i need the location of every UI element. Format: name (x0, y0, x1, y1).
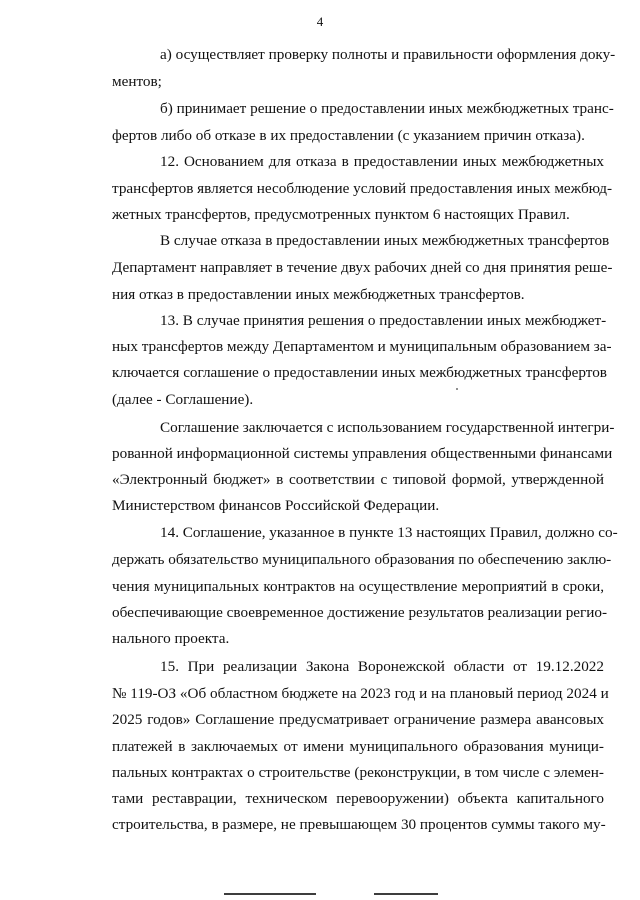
paragraph-line: б) принимает решение о предоставлении иных межбюджетных транс- (160, 100, 614, 117)
scan-mark (224, 893, 316, 895)
paragraph-line: 14. Соглашение, указанное в пункте 13 настоящих Правил, должно со- (160, 524, 618, 541)
page-number: 4 (316, 14, 324, 29)
paragraph-line: ключается соглашение о предоставлении иных межбюджетных трансфертов (112, 364, 607, 381)
paragraph-line: строительства, в размере, не превышающем 30 процентов суммы такого му- (112, 816, 606, 833)
paragraph-line: «Электронный бюджет» в соответствии с типовой формой, утвержденной (112, 471, 604, 488)
paragraph-line: 13. В случае принятия решения о предоставлении иных межбюджет- (160, 312, 607, 329)
paragraph-line: (далее - Соглашение). (112, 391, 254, 408)
paragraph-line: Министерством финансов Российской Федерации. (112, 497, 440, 514)
paragraph-line: Департамент направляет в течение двух рабочих дней со дня принятия реше- (112, 259, 613, 276)
paragraph-line: 15. При реализации Закона Воронежской области от 19.12.2022 (160, 658, 604, 675)
scan-speck (456, 388, 458, 390)
paragraph-line: ния отказ в предоставлении иных межбюджетных трансфертов. (112, 286, 525, 303)
paragraph-line: трансфертов является несоблюдение условий предоставления иных межбюд- (112, 180, 613, 197)
paragraph-line: ных трансфертов между Департаментом и муниципальным образованием за- (112, 338, 612, 355)
paragraph-line: В случае отказа в предоставлении иных межбюджетных трансфертов (160, 232, 610, 249)
paragraph-line: № 119-ОЗ «Об областном бюджете на 2023 год и на плановый период 2024 и (112, 685, 609, 702)
paragraph-line: обеспечивающие своевременное достижение результатов реализации регио- (112, 604, 608, 621)
paragraph-line: нального проекта. (112, 630, 230, 647)
paragraph-line: 12. Основанием для отказа в предоставлении иных межбюджетных (160, 153, 604, 170)
paragraph-line: платежей в заключаемых от имени муниципального образования муници- (112, 738, 604, 755)
paragraph-line: фертов либо об отказе в их предоставлении (с указанием причин отказа). (112, 127, 585, 144)
scan-mark (374, 893, 438, 895)
paragraph-line: пальных контрактах о строительстве (реконструкции, в том числе с элемен- (112, 764, 604, 781)
paragraph-line: 2025 годов» Соглашение предусматривает ограничение размера авансовых (112, 711, 604, 728)
paragraph-line: а) осуществляет проверку полноты и правильности оформления доку- (160, 46, 616, 63)
paragraph-line: Соглашение заключается с использованием государственной интегри- (160, 419, 615, 436)
paragraph-line: держать обязательство муниципального образования по обеспечению заклю- (112, 551, 612, 568)
paragraph-line: ментов; (112, 73, 162, 90)
paragraph-line: жетных трансфертов, предусмотренных пунктом 6 настоящих Правил. (112, 206, 570, 223)
paragraph-line: тами реставрации, техническом перевооружении) объекта капитального (112, 790, 604, 807)
paragraph-line: чения муниципальных контрактов на осуществление мероприятий в сроки, (112, 578, 604, 595)
paragraph-line: рованной информационной системы управления общественными финансами (112, 445, 613, 462)
